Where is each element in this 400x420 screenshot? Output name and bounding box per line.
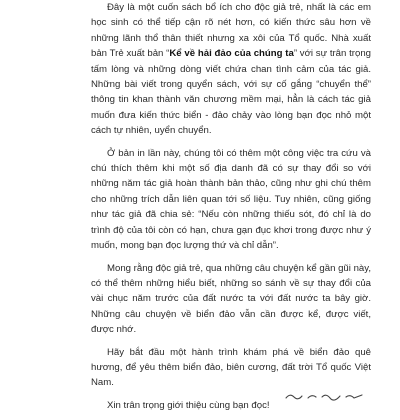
paragraph-intro-text-before: Đây là một cuốn sách bổ ích cho độc giả trẻ, nhất là các em học sinh có thể tiếp cận rõ nét hơn, có kiến thức sâu hơn về những lãnh thổ thân thiết nhưng xa xôi của Tổ quốc. Nhà xuất bản Trẻ xuất bản “ xyxy=(91,2,371,60)
book-title-emphasis: Kể về hải đảo của chúng ta xyxy=(169,48,294,60)
paragraph-hope: Mong rằng độc giả trẻ, qua những câu chuyện kể gần gũi này, có thể thêm những hiểu biết, những so sánh về sự thay đổi của vài chục năm trước của đất nước ta với đất nước ta bây giờ. Những câu chuyện về biển đảo vẫn cần được kể, được viết, được nhớ. xyxy=(91,262,371,336)
paragraph-intro-text-after: ” với sự trân trọng tấm lòng và những dòng viết chứa chan tình cảm của tác giả. Những bài viết trong quyển sách, với sự cố gắng “chuyển thể” thông tin khan thành văn chương mềm mại, hẳn là cách tác giả muốn đưa kiến thức biển - đảo chảy vào lòng bạn đọc nhỏ một cách tự nhiên, uyển chuyển. xyxy=(91,48,372,137)
text-block xyxy=(91,0,371,420)
paragraph-call-to-action: Hãy bắt đầu một hành trình khám phá về biển đảo quê hương, để yêu thêm biển đảo, biên cương, đất trời Tổ quốc Việt Nam. xyxy=(91,346,371,389)
paragraph-closing: Xin trân trọng giới thiệu cùng bạn đọc! xyxy=(107,399,270,411)
paragraph-intro xyxy=(91,0,371,139)
signature-fragment xyxy=(284,392,364,400)
paragraph-edition-note: Ở bản in lần này, chúng tôi có thêm một công việc tra cứu và chú thích thêm khi một số địa danh đã có sự thay đổi so với những năm tác giả hoàn thành bản thảo, cũng như ghi chú thêm cho những trích dẫn liên quan tới số liệu. Tuy nhiên, cũng giống như tác giả đã chia sẻ: “Nếu còn những thiếu sót, đó chỉ là do trình độ của tôi còn có hạn, chưa gạn đục khơi trong được như ý muốn, mong bạn đọc lượng thứ và chỉ dẫn”. xyxy=(91,147,371,252)
